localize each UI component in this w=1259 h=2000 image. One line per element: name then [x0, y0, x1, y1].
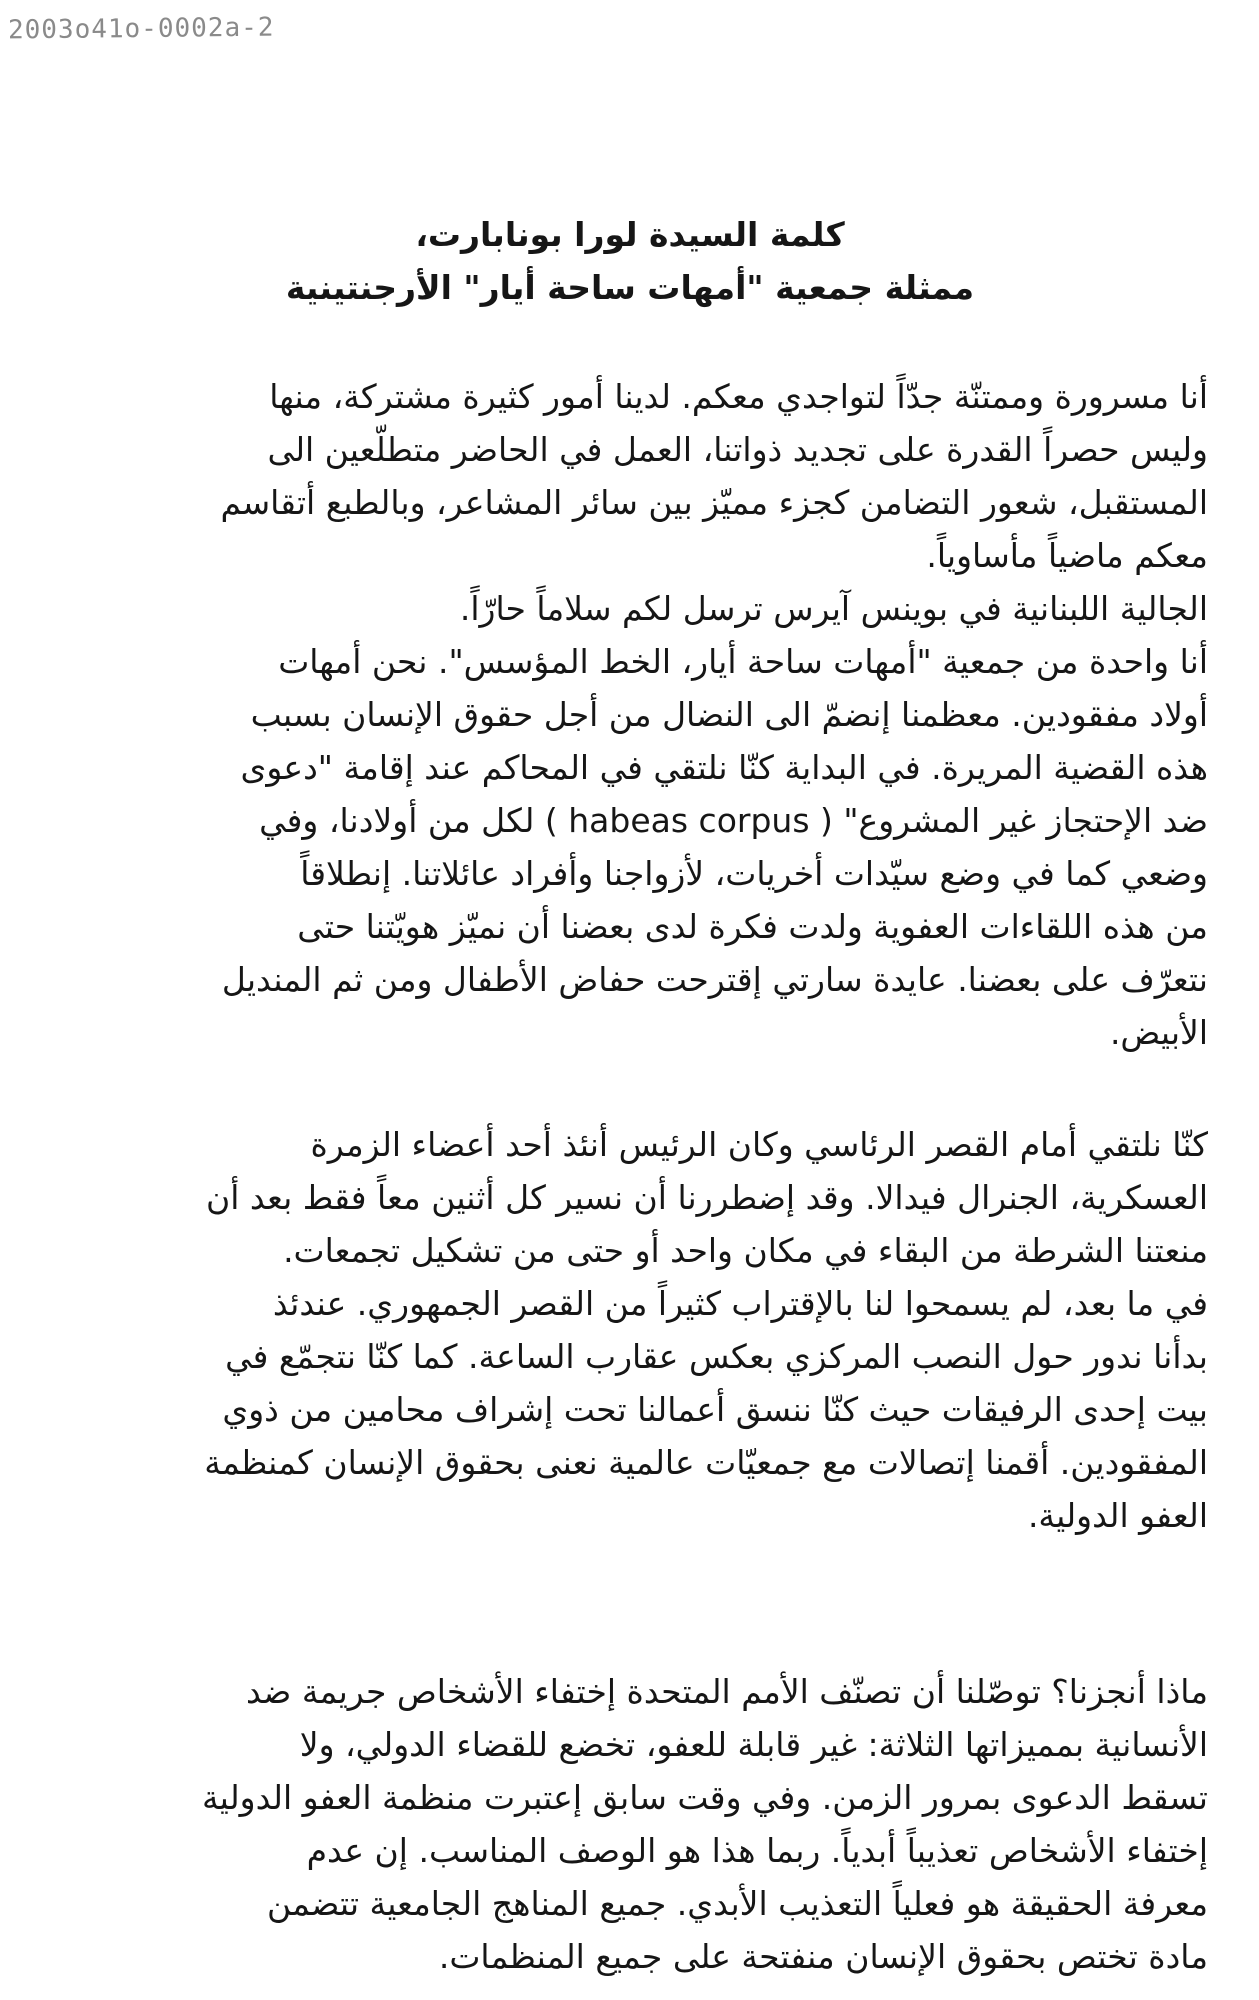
text-line: المفقودين. أقمنا إتصالات مع جمعيّات عالمية نعنى بحقوق الإنسان كمنظمة	[204, 1443, 1208, 1482]
text-line: معرفة الحقيقة هو فعلياً التعذيب الأبدي. جميع المناهج الجامعية تتضمن	[267, 1884, 1208, 1923]
text-line: ماذا أنجزنا؟ توصّلنا أن تصنّف الأمم المتحدة إختفاء الأشخاص جريمة ضد	[245, 1672, 1208, 1711]
text-line: معكم ماضياً مأساوياً.	[926, 536, 1208, 575]
text-line: من هذه اللقاءات العفوية ولدت فكرة لدى بعضنا أن نميّز هويّتنا حتى	[297, 907, 1208, 946]
text-line: المستقبل، شعور التضامن كجزء مميّز بين سائر المشاعر، وبالطبع أتقاسم	[220, 483, 1208, 522]
text-line: العفو الدولية.	[1027, 1496, 1208, 1535]
text-line: هذه القضية المريرة. في البداية كنّا نلتقي في المحاكم عند إقامة "دعوى	[240, 748, 1208, 787]
text-line: أنا مسرورة وممتنّة جدّاً لتواجدي معكم. لدينا أمور كثيرة مشتركة، منها	[269, 377, 1208, 416]
text-line: مادة تختص بحقوق الإنسان منفتحة على جميع المنظمات.	[438, 1937, 1208, 1976]
text-line: أولاد مفقودين. معظمنا إنضمّ الى النضال من أجل حقوق الإنسان بسبب	[250, 695, 1208, 734]
paragraph-presidential-palace	[128, 1118, 1208, 1542]
text-line: في ما بعد، لم يسمحوا لنا بالإقتراب كثيراً من القصر الجمهوري. عندئذ	[272, 1284, 1208, 1323]
text-line: الأبيض.	[1109, 1013, 1208, 1052]
title-line-organization: ممثلة جمعية "أمهات ساحة أيار" الأرجنتينية	[285, 268, 975, 307]
paragraph-achievements	[128, 1665, 1208, 1983]
text-line: الجالية اللبنانية في بوينس آيرس ترسل لكم سلاماً حارّاً.	[459, 589, 1208, 628]
text-line: إختفاء الأشخاص تعذيباً أبدياً. ربما هذا هو الوصف المناسب. إن عدم	[306, 1831, 1208, 1870]
paragraph-introduction	[128, 370, 1208, 1059]
handwritten-reference-number: 2003o41o-0002a-2	[7, 12, 275, 46]
text-line: كنّا نلتقي أمام القصر الرئاسي وكان الرئيس أنئذ أحد أعضاء الزمرة	[310, 1125, 1208, 1164]
text-line: العسكرية، الجنرال فيدالا. وقد إضطررنا أن نسير كل أثنين معاً فقط بعد أن	[205, 1178, 1208, 1217]
text-line: بدأنا ندور حول النصب المركزي بعكس عقارب الساعة. كما كنّا نتجمّع في	[225, 1337, 1208, 1376]
text-line: أنا واحدة من جمعية "أمهات ساحة أيار، الخط المؤسس". نحن أمهات	[278, 642, 1208, 681]
text-line: وليس حصراً القدرة على تجديد ذواتنا، العمل في الحاضر متطلّعين الى	[267, 430, 1208, 469]
text-line: تسقط الدعوى بمرور الزمن. وفي وقت سابق إعتبرت منظمة العفو الدولية	[201, 1778, 1208, 1817]
speech-title	[160, 208, 1100, 314]
text-line: نتعرّف على بعضنا. عايدة سارتي إقترحت حفاض الأطفال ومن ثم المنديل	[221, 960, 1208, 999]
text-line: الأنسانية بمميزاتها الثلاثة: غير قابلة للعفو، تخضع للقضاء الدولي، ولا	[299, 1725, 1208, 1764]
title-line-speaker: كلمة السيدة لورا بونابارت،	[415, 215, 845, 254]
text-line: منعتنا الشرطة من البقاء في مكان واحد أو حتى من تشكيل تجمعات.	[283, 1231, 1208, 1270]
text-line: وضعي كما في وضع سيّدات أخريات، لأزواجنا وأفراد عائلاتنا. إنطلاقاً	[300, 854, 1208, 893]
text-line: ضد الإحتجاز غير المشروع" ( habeas corpus ) لكل من أولادنا، وفي	[259, 801, 1208, 840]
text-line: بيت إحدى الرفيقات حيث كنّا ننسق أعمالنا تحت إشراف محامين من ذوي	[222, 1390, 1208, 1429]
